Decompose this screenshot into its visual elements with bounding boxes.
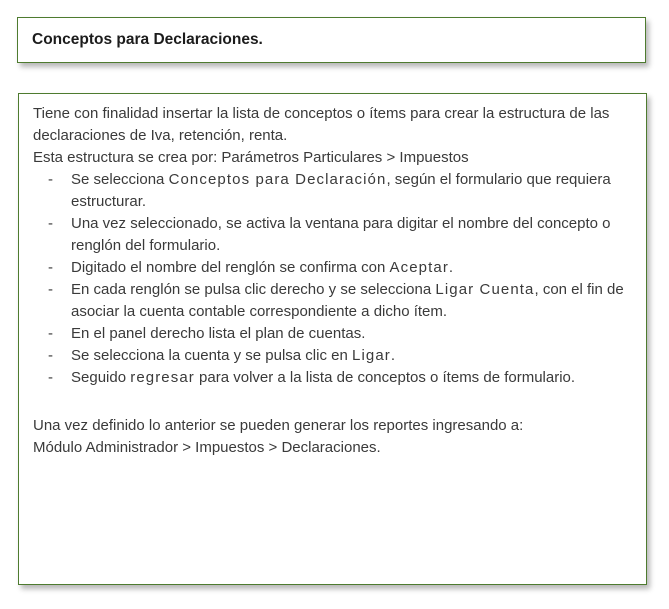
list-item: - Se selecciona Conceptos para Declaración, según el formulario que requiera estructurar. [33,169,634,213]
emphasized-term: Aceptar [389,259,449,276]
outro-line-1: Una vez definido lo anterior se pueden generar los reportes ingresando a: [33,417,524,434]
emphasized-term: Ligar Cuenta [435,281,535,298]
intro-paragraph: Tiene con finalidad insertar la lista de conceptos o ítems para crear la estructura de las declaraciones de Iva, retención, renta. [33,105,610,144]
emphasized-term: Conceptos para Declaración [168,171,387,188]
list-item: - Digitado el nombre del renglón se confirma con Aceptar. [33,257,634,279]
list-item: - Se selecciona la cuenta y se pulsa clic en Ligar. [33,345,634,367]
list-item: - En cada renglón se pulsa clic derecho y se selecciona Ligar Cuenta, con el fin de asociar la cuenta contable correspondiente a dicho ítem. [33,279,634,323]
list-item: - En el panel derecho lista el plan de cuentas. [33,323,634,345]
content-box [18,93,647,585]
bullet-list [33,169,634,389]
outro-paragraph [33,415,634,459]
title-box [17,17,646,63]
emphasized-term: regresar [130,369,195,386]
page-title: Conceptos para Declaraciones. [32,31,263,48]
list-item: - Seguido regresar para volver a la lista de conceptos o ítems de formulario. [33,367,634,389]
list-item: - Una vez seleccionado, se activa la ventana para digitar el nombre del concepto o renglón del formulario. [33,213,634,257]
outro-line-2: Módulo Administrador > Impuestos > Declaraciones. [33,439,381,456]
emphasized-term: Ligar [352,347,391,364]
path-line: Esta estructura se crea por: Parámetros Particulares > Impuestos [33,149,469,166]
